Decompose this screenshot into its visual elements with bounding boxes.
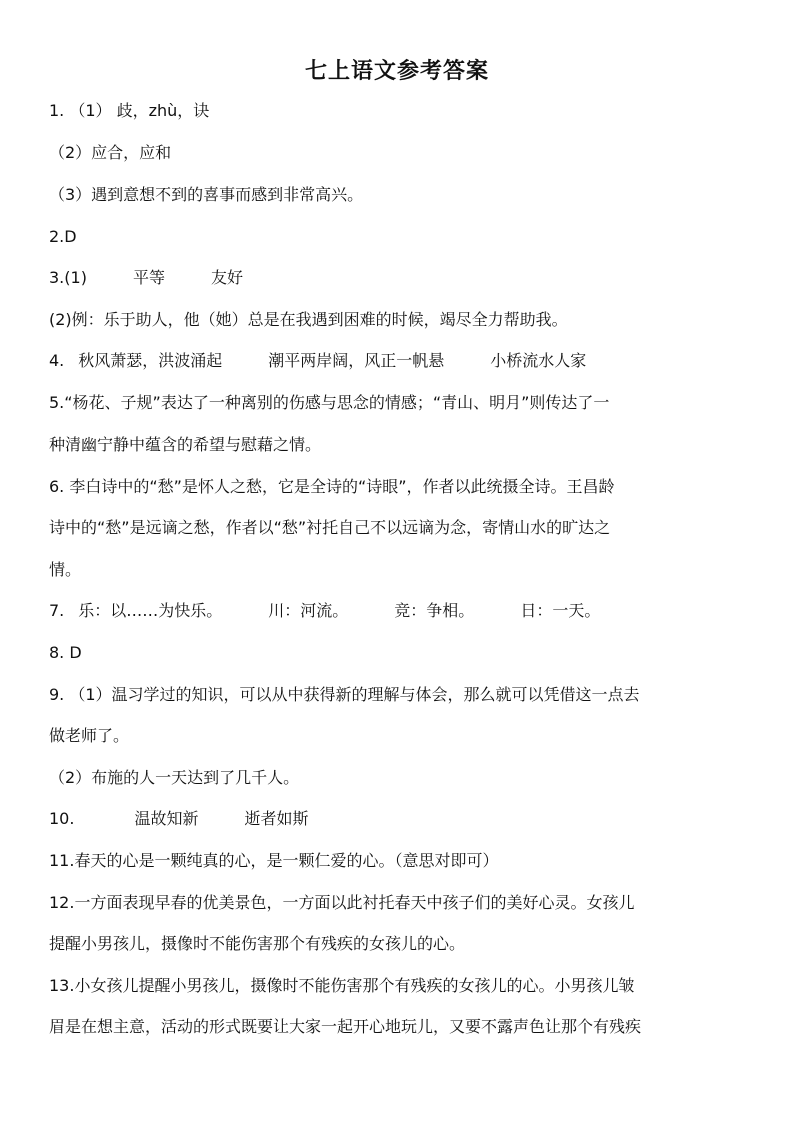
answer-text: 种清幽宁静中蕴含的希望与慰藉之情。	[49, 435, 322, 454]
answer-2-line	[49, 226, 754, 248]
answer-12-line-1	[49, 892, 754, 914]
question-number: 9.	[49, 685, 65, 704]
answer-text: 情。	[49, 560, 82, 579]
question-number: 2.	[49, 227, 65, 246]
answer-4-line	[49, 350, 754, 372]
answer-text: 做老师了。	[49, 726, 130, 745]
answer-8-line	[49, 642, 754, 664]
question-number: 3.	[49, 268, 65, 287]
answer-text: 眉是在想主意，活动的形式既要让大家一起开心地玩儿，又要不露声色让那个有残疾	[49, 1017, 642, 1036]
answer-9-line-1	[49, 684, 754, 706]
answer-text: 春天的心是一颗纯真的心，是一颗仁爱的心。（意思对即可）	[74, 851, 499, 870]
question-number: 6.	[49, 477, 65, 496]
question-number: 1.	[49, 101, 65, 120]
answer-5-line-1	[49, 392, 754, 414]
word-explanation: 竞：争相。	[394, 601, 475, 620]
answer-3-line-1	[49, 267, 754, 289]
answer-text: “杨花、子规”表达了一种离别的伤感与思念的情感；“青山、明月”则传达了一	[64, 393, 610, 412]
answer-text: D	[69, 643, 82, 662]
answer-text: （2）应合，应和	[49, 143, 172, 162]
answer-text: 诗中的“愁”是远谪之愁，作者以“愁”衬托自己不以远谪为念，寄情山水的旷达之	[49, 518, 611, 537]
idiom: 温故知新	[134, 809, 199, 828]
word-explanation: 乐：以……为快乐。	[78, 601, 223, 620]
idiom: 逝者如斯	[244, 809, 309, 828]
answer-1-line-1	[49, 100, 754, 122]
answer-9-line-3	[49, 767, 754, 789]
answer-13-line-2	[49, 1016, 754, 1038]
answer-text: D	[64, 227, 77, 246]
answer-text: （3）遇到意想不到的喜事而感到非常高兴。	[49, 185, 364, 204]
question-number: 4.	[49, 351, 65, 370]
answer-1-line-2	[49, 142, 754, 164]
word-explanation: 日：一天。	[520, 601, 601, 620]
poem-line: 潮平两岸阔，风正一帆悬	[268, 351, 445, 370]
answer-text: 一方面表现早春的优美景色，一方面以此衬托春天中孩子们的美好心灵。女孩儿	[74, 893, 635, 912]
answer-text: （1） 歧，zhù，诀	[69, 101, 210, 120]
answer-text: 小女孩儿提醒小男孩儿，摄像时不能伤害那个有残疾的女孩儿的心。小男孩儿皱	[74, 976, 635, 995]
answer-3-line-2	[49, 309, 754, 331]
answer-label: (1)	[64, 268, 87, 287]
answer-12-line-2	[49, 933, 754, 955]
answer-6-line-1	[49, 476, 754, 498]
question-number: 11.	[49, 851, 75, 870]
answer-text: （2）布施的人一天达到了几千人。	[49, 768, 300, 787]
answer-text: 提醒小男孩儿，摄像时不能伤害那个有残疾的女孩儿的心。	[49, 934, 466, 953]
answer-9-line-2	[49, 725, 754, 747]
question-number: 13.	[49, 976, 75, 995]
answer-word: 友好	[210, 268, 243, 287]
question-number: 8.	[49, 643, 65, 662]
answer-11-line	[49, 850, 754, 872]
answer-word: 平等	[132, 268, 165, 287]
question-number: 12.	[49, 893, 75, 912]
answer-6-line-3	[49, 559, 754, 581]
answer-text: 李白诗中的“愁”是怀人之愁，它是全诗的“诗眼”，作者以此统摄全诗。王昌龄	[69, 477, 615, 496]
answer-13-line-1	[49, 975, 754, 997]
poem-line: 小桥流水人家	[490, 351, 587, 370]
document-title: 七上语文参考答案	[304, 59, 489, 84]
question-number: 10.	[49, 809, 75, 828]
question-number: 7.	[49, 601, 65, 620]
answer-10-line	[49, 808, 754, 830]
answer-text: (2)例：乐于助人，他（她）总是在我遇到困难的时候，竭尽全力帮助我。	[49, 310, 568, 329]
word-explanation: 川：河流。	[268, 601, 349, 620]
answer-5-line-2	[49, 434, 754, 456]
answer-6-line-2	[49, 517, 754, 539]
answer-1-line-3	[49, 184, 754, 206]
question-number: 5.	[49, 393, 65, 412]
answer-text: （1）温习学过的知识，可以从中获得新的理解与体会，那么就可以凭借这一点去	[69, 685, 640, 704]
poem-line: 秋风萧瑟，洪波涌起	[78, 351, 223, 370]
answer-7-line	[49, 600, 754, 622]
